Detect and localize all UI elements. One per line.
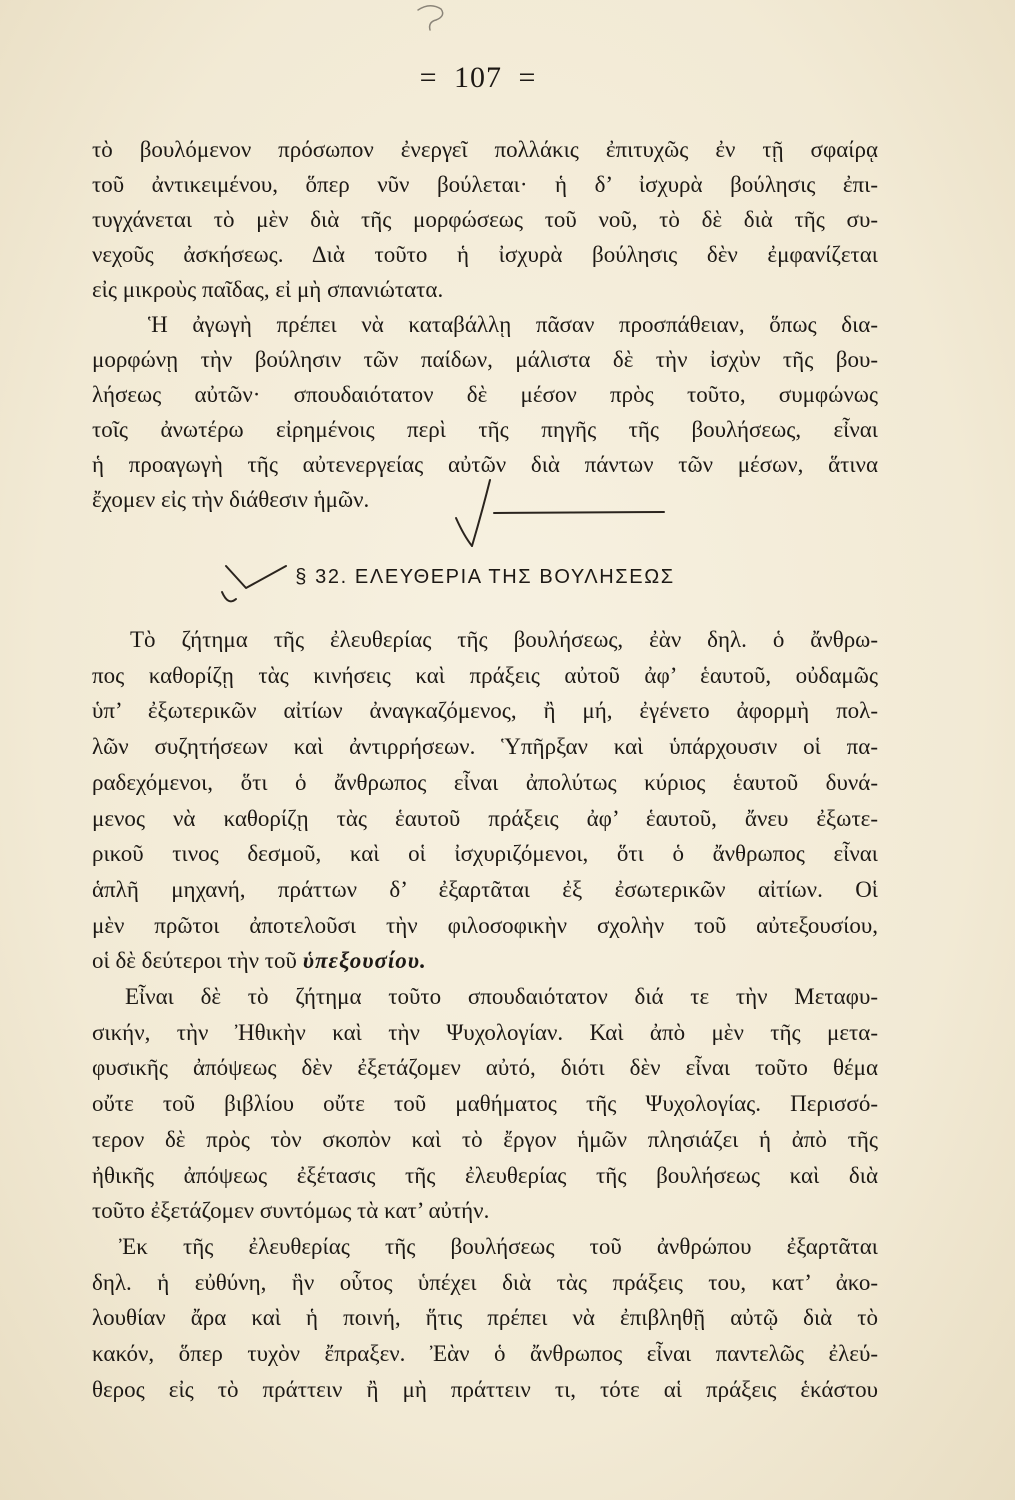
text-line: Εἶναι δὲ τὸ ζήτημα τοῦτο σπουδαιότατον διά τε τὴν Μεταφυ- bbox=[125, 984, 878, 1010]
text-line: δηλ. ἡ εὐθύνη, ἣν οὗτος ὑπέχει διὰ τὰς πράξεις του, κατ’ ἀκο- bbox=[92, 1269, 878, 1295]
text-run: οἱ δὲ δεύτεροι τὴν τοῦ bbox=[92, 948, 297, 974]
text-line: ἔχομεν εἰς τὴν διάθεσιν ἡμῶν. bbox=[92, 487, 370, 512]
text-line: πος καθορίζῃ τὰς κινήσεις καὶ πράξεις αὐτοῦ ἀφ’ ἑαυτοῦ, οὐδαμῶς bbox=[92, 662, 878, 688]
paragraph bbox=[92, 132, 878, 307]
emphasized-term: ὑπεξουσίου. bbox=[302, 948, 427, 974]
text-line: Τὸ ζήτημα τῆς ἐλευθερίας τῆς βουλήσεως, ἐὰν δηλ. ὁ ἄνθρω- bbox=[130, 627, 878, 652]
paragraph bbox=[92, 622, 878, 979]
text-line: θερος εἰς τὸ πράττειν ἢ μὴ πράττειν τι, τότε αἱ πράξεις ἑκάστου bbox=[92, 1376, 878, 1402]
text-line: κακόν, ὅπερ τυχὸν ἔπραξεν. Ἐὰν ὁ ἄνθρωπος εἶναι παντελῶς ἐλεύ- bbox=[92, 1341, 878, 1367]
text-line: ὑπ’ ἐξωτερικῶν αἰτίων ἀναγκαζόμενος, ἢ μή, ἐγένετο ἀφορμὴ πολ- bbox=[92, 698, 878, 724]
text-line: εἰς μικροὺς παῖδας, εἰ μὴ σπανιώτατα. bbox=[92, 277, 444, 302]
text-line: Ἡ ἀγωγὴ πρέπει νὰ καταβάλλῃ πᾶσαν προσπάθειαν, ὅπως δια- bbox=[148, 312, 878, 337]
text-line: ἡ προαγωγὴ τῆς αὐτενεργείας αὐτῶν διὰ πάντων τῶν μέσων, ἅτινα bbox=[92, 452, 878, 477]
text-line: μὲν πρῶτοι ἀποτελοῦσι τὴν φιλοσοφικὴν σχολὴν τοῦ αὐτεξουσίου, bbox=[92, 912, 878, 938]
paragraph bbox=[92, 307, 878, 517]
text-line: φυσικῆς ἀπόψεως δὲν ἐξετάζομεν αὐτό, διότι δὲν εἶναι τοῦτο θέμα bbox=[92, 1055, 878, 1081]
text-line: Ἐκ τῆς ἐλευθερίας τῆς βουλήσεως τοῦ ἀνθρώπου ἐξαρτᾶται bbox=[119, 1233, 878, 1259]
text-line: τὸ βουλόμενον πρόσωπον ἐνεργεῖ πολλάκις ἐπιτυχῶς ἐν τῇ σφαίρᾳ bbox=[92, 137, 878, 162]
text-line: οὔτε τοῦ βιβλίου οὔτε τοῦ μαθήματος τῆς Ψυχολογίας. Περισσό- bbox=[92, 1091, 878, 1117]
text-line: ἠθικῆς ἀπόψεως ἐξέτασις τῆς ἐλευθερίας τῆς βουλήσεως καὶ διὰ bbox=[92, 1162, 878, 1188]
text-line bbox=[92, 943, 878, 979]
continued-text bbox=[92, 132, 878, 517]
text-line: λουθίαν ἄρα καὶ ἡ ποινή, ἥτις πρέπει νὰ ἐπιβληθῇ αὐτῷ διὰ τὸ bbox=[92, 1305, 878, 1331]
section-body bbox=[92, 622, 878, 1407]
text-line: τερον δὲ πρὸς τὸν σκοπὸν καὶ τὸ ἔργον ἡμῶν πλησιάζει ἡ ἀπὸ τῆς bbox=[92, 1126, 878, 1152]
text-line: λήσεως αὐτῶν· σπουδαιότατον δὲ μέσον πρὸς τοῦτο, συμφώνως bbox=[92, 382, 878, 407]
section-heading: § 32. ΕΛΕΥΘΕΡΙΑ ΤΗΣ ΒΟΥΛΗΣΕΩΣ bbox=[295, 566, 675, 588]
text-line: τοῦτο ἐξετάζομεν συντόμως τὰ κατ’ αὐτήν. bbox=[92, 1198, 490, 1224]
paragraph bbox=[92, 1229, 878, 1408]
text-line: μορφώνῃ τὴν βούλησιν τῶν παίδων, μάλιστα δὲ τὴν ἰσχὺν τῆς βου- bbox=[92, 347, 878, 372]
paragraph bbox=[92, 979, 878, 1229]
text-line: τοῦ ἀντικειμένου, ὅπερ νῦν βούλεται· ἡ δ’ ἰσχυρὰ βούλησις ἐπι- bbox=[92, 172, 878, 197]
text-line: ρικοῦ τινος δεσμοῦ, καὶ οἱ ἰσχυριζόμενοι, ὅτι ὁ ἄνθρωπος εἶναι bbox=[92, 841, 878, 867]
page-number: = 107 = bbox=[419, 61, 537, 94]
text-line: τοῖς ἀνωτέρω εἰρημένοις περὶ τῆς πηγῆς τῆς βουλήσεως, εἶναι bbox=[92, 417, 878, 442]
text-line: τυγχάνεται τὸ μὲν διὰ τῆς μορφώσεως τοῦ νοῦ, τὸ δὲ διὰ τῆς συ- bbox=[92, 207, 878, 232]
text-line: μενος νὰ καθορίζῃ τὰς ἑαυτοῦ πράξεις ἀφ’ ἑαυτοῦ, ἄνευ ἐξωτε- bbox=[92, 805, 878, 831]
text-line: νεχοῦς ἀσκήσεως. Διὰ τοῦτο ἡ ἰσχυρὰ βούλησις δὲν ἐμφανίζεται bbox=[92, 242, 878, 267]
text-line: ἁπλῆ μηχανή, πράττων δ’ ἐξαρτᾶται ἐξ ἐσωτερικῶν αἰτίων. Οἱ bbox=[92, 876, 878, 902]
text-line: σικήν, τὴν Ἠθικὴν καὶ τὴν Ψυχολογίαν. Καὶ ἀπὸ μὲν τῆς μετα- bbox=[92, 1019, 878, 1045]
text-line: ραδεχόμενοι, ὅτι ὁ ἄνθρωπος εἶναι ἀπολύτως κύριος ἑαυτοῦ δυνά- bbox=[92, 769, 878, 795]
text-line: λῶν συζητήσεων καὶ ἀντιρρήσεων. Ὑπῆρξαν καὶ ὑπάρχουσιν οἱ πα- bbox=[92, 734, 878, 760]
